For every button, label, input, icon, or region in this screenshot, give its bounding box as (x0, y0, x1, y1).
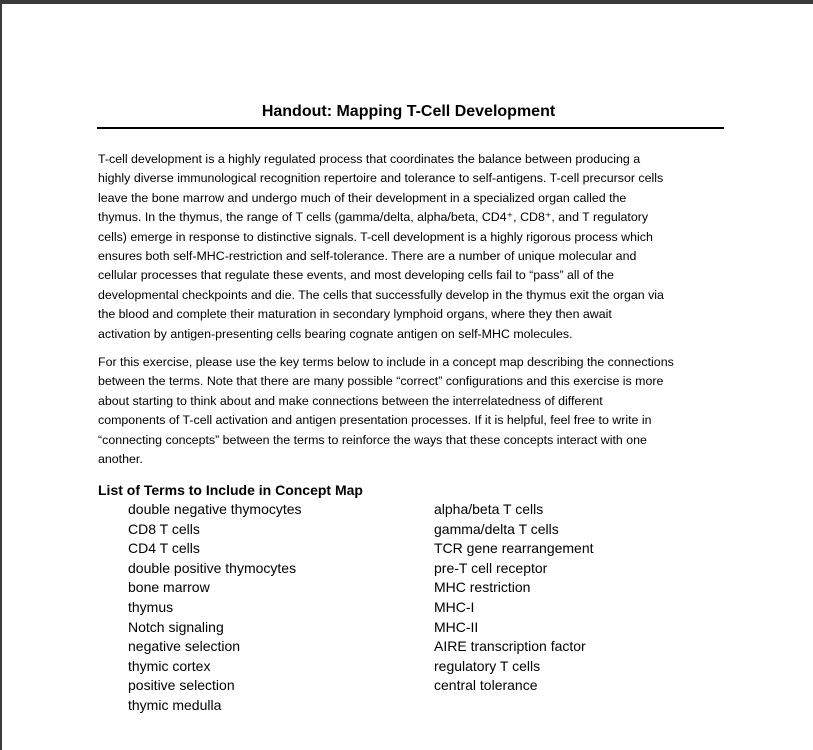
list-item: regulatory T cells (434, 657, 541, 674)
list-item: positive selection (128, 677, 235, 694)
paragraph-line: leave the bone marrow and undergo much of their development in a specialized organ called the (98, 190, 627, 205)
list-item: thymic cortex (128, 657, 211, 674)
list-item: thymus (128, 598, 174, 615)
list-item: double positive thymocytes (128, 559, 297, 576)
list-item: CD4 T cells (128, 540, 200, 557)
paragraph-line: the blood and complete their maturation in secondary lymphoid organs, where they then await (98, 307, 612, 322)
list-item: Notch signaling (128, 618, 224, 635)
list-item: bone marrow (128, 579, 210, 596)
intro-paragraph (98, 150, 664, 344)
terms-list-heading: List of Terms to Include in Concept Map (98, 482, 363, 498)
list-item: TCR gene rearrangement (434, 540, 594, 557)
paragraph-line: developmental checkpoints and die. The cells that successfully develop in the thymus exit the organ via (98, 287, 664, 302)
list-item: alpha/beta T cells (434, 501, 544, 517)
page-title: Handout: Mapping T-Cell Development (261, 103, 556, 120)
paragraph-line: “connecting concepts” between the terms to reinforce the ways that these concepts interact with one (98, 432, 647, 447)
list-item: MHC restriction (434, 579, 531, 596)
paragraph-line: activation by antigen-presenting cells bearing cognate antigen on self-MHC molecules. (98, 326, 573, 341)
paragraph-line: cells) emerge in response to distinctive signals. T-cell development is a highly rigorous process which (98, 229, 653, 244)
list-item: double negative thymocytes (128, 501, 302, 517)
paragraph-line: T-cell development is a highly regulated process that coordinates the balance between producing a (98, 152, 641, 166)
paragraph-line: highly diverse immunological recognition repertoire and tolerance to self-antigens. T-cell precursor cells (98, 171, 664, 186)
list-item: pre-T cell receptor (434, 559, 548, 576)
terms-list-right (434, 500, 594, 696)
terms-list-left (128, 500, 302, 716)
list-item: CD8 T cells (128, 520, 200, 537)
paragraph-line: cellular processes that regulate these events, and most developing cells fail to “pass” all of the (98, 268, 614, 283)
list-item: negative selection (128, 638, 241, 655)
paragraph-line: components of T-cell activation and antigen presentation processes. If it is helpful, feel free to write in (98, 413, 652, 428)
list-item: gamma/delta T cells (434, 520, 559, 537)
paragraph-line: For this exercise, please use the key terms below to include in a concept map describing the connections (98, 355, 674, 369)
exercise-paragraph (98, 353, 674, 469)
paragraph-line: about starting to think about and make connections between the interrelatedness of different (98, 393, 603, 408)
paragraph-line: ensures both self-MHC-restriction and self-tolerance. There are a number of unique molecular and (98, 248, 637, 263)
paragraph-line: between the terms. Note that there are many possible “correct” configurations and this exercise is more (98, 374, 664, 389)
paragraph-line: another. (98, 451, 143, 466)
list-item: AIRE transcription factor (434, 638, 586, 655)
list-item: MHC-I (434, 598, 475, 615)
paragraph-line: thymus. In the thymus, the range of T cells (gamma/delta, alpha/beta, CD4⁺, CD8⁺, and T regulatory (98, 210, 649, 225)
list-item: MHC-II (434, 618, 479, 635)
list-item: central tolerance (434, 677, 538, 694)
title-underline (97, 127, 724, 129)
list-item: thymic medulla (128, 696, 222, 713)
